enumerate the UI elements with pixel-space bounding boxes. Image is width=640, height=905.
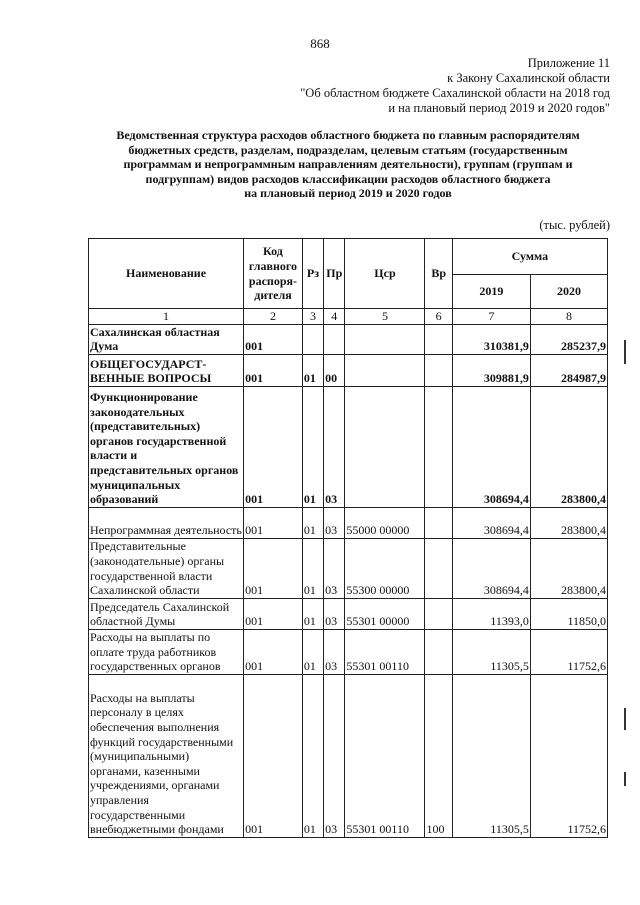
column-index: 4 <box>324 309 345 325</box>
document-title <box>88 128 608 201</box>
header-vr: Вр <box>425 239 452 309</box>
row-code: 001 <box>244 507 303 538</box>
row-name: Расходы на выплаты персоналу в целях обеспечения выполнения функций государственными (муниципальными) органами, казенными учреждениями, органами управления государственными внебюджетными фондами <box>89 674 244 837</box>
header-year-2020: 2020 <box>530 275 607 309</box>
row-code: 001 <box>244 354 303 386</box>
row-value-2020: 11850,0 <box>530 598 607 629</box>
row-value-2019: 310381,9 <box>452 324 530 354</box>
row-vr: 100 <box>425 674 452 837</box>
row-code: 001 <box>244 324 303 354</box>
row-csr: 55301 00110 <box>345 674 425 837</box>
row-value-2019: 11393,0 <box>452 598 530 629</box>
row-vr <box>425 324 452 354</box>
row-vr <box>425 598 452 629</box>
row-rz: 01 <box>302 507 323 538</box>
title-line: Ведомственная структура расходов областного бюджета по главным распорядителям <box>116 128 580 142</box>
row-csr <box>345 386 425 507</box>
title-line: программам и непрограммным направлениям деятельности), группам (группам и <box>123 157 573 172</box>
row-name: Функционирование законодательных (представительных) органов государственной власти и представительных органов муниципальных образований <box>89 386 244 507</box>
row-value-2020: 11752,6 <box>530 674 607 837</box>
header-sum: Сумма <box>452 239 607 275</box>
row-value-2020: 283800,4 <box>530 386 607 507</box>
scan-edge-mark <box>624 772 626 786</box>
header-rz: Рз <box>302 239 323 309</box>
row-value-2019: 309881,9 <box>452 354 530 386</box>
expenditure-table <box>88 238 608 838</box>
row-vr <box>425 507 452 538</box>
row-value-2020: 284987,9 <box>530 354 607 386</box>
column-index: 2 <box>244 309 303 325</box>
table-row <box>89 538 608 598</box>
column-index: 6 <box>425 309 452 325</box>
header-year-2019: 2019 <box>452 275 530 309</box>
row-rz: 01 <box>302 674 323 837</box>
row-value-2019: 308694,4 <box>452 386 530 507</box>
appendix-line: к Закону Сахалинской области <box>447 71 610 85</box>
row-vr <box>425 354 452 386</box>
units-label: (тыс. рублей) <box>539 218 610 232</box>
table-row <box>89 674 608 837</box>
header-csr: Цср <box>345 239 425 309</box>
page-number: 868 <box>310 36 330 51</box>
column-index: 1 <box>89 309 244 325</box>
row-csr: 55000 00000 <box>345 507 425 538</box>
row-value-2019: 308694,4 <box>452 538 530 598</box>
row-pr: 03 <box>324 629 345 674</box>
row-csr <box>345 354 425 386</box>
row-rz: 01 <box>302 598 323 629</box>
row-csr: 55301 00000 <box>345 598 425 629</box>
row-pr: 03 <box>324 598 345 629</box>
appendix-line: и на плановый период 2019 и 2020 годов" <box>388 101 610 115</box>
row-csr: 55300 00000 <box>345 538 425 598</box>
title-line: подгруппам) видов расходов классификации расходов областного бюджета <box>145 171 551 186</box>
appendix-line: Приложение 11 <box>527 56 610 70</box>
row-code: 001 <box>244 386 303 507</box>
title-line: на плановый период 2019 и 2020 годов <box>244 186 452 201</box>
row-code: 001 <box>244 674 303 837</box>
scan-edge-mark <box>624 340 626 364</box>
row-name: Расходы на выплаты по оплате труда работников государственных органов <box>89 629 244 674</box>
table-row <box>89 324 608 354</box>
table-row <box>89 598 608 629</box>
row-value-2020: 285237,9 <box>530 324 607 354</box>
header-name: Наименование <box>89 239 244 309</box>
scan-edge-mark <box>624 708 626 730</box>
header-pr: Пр <box>324 239 345 309</box>
row-value-2020: 283800,4 <box>530 507 607 538</box>
row-vr <box>425 538 452 598</box>
row-pr: 03 <box>324 507 345 538</box>
row-csr <box>345 324 425 354</box>
row-rz: 01 <box>302 386 323 507</box>
row-code: 001 <box>244 598 303 629</box>
row-pr: 03 <box>324 386 345 507</box>
row-pr: 00 <box>324 354 345 386</box>
row-pr: 03 <box>324 538 345 598</box>
row-rz: 01 <box>302 629 323 674</box>
row-vr <box>425 629 452 674</box>
appendix-line: "Об областном бюджете Сахалинской области на 2018 год <box>300 86 610 100</box>
row-rz: 01 <box>302 354 323 386</box>
column-index: 3 <box>302 309 323 325</box>
table-row <box>89 629 608 674</box>
row-name: Непрограммная деятельность <box>89 507 244 538</box>
table-row <box>89 354 608 386</box>
row-value-2020: 283800,4 <box>530 538 607 598</box>
header-code: Код главного распоря- дителя <box>244 239 303 309</box>
row-rz <box>302 324 323 354</box>
row-code: 001 <box>244 629 303 674</box>
row-vr <box>425 386 452 507</box>
column-index: 7 <box>452 309 530 325</box>
row-pr: 03 <box>324 674 345 837</box>
row-code: 001 <box>244 538 303 598</box>
row-value-2019: 11305,5 <box>452 674 530 837</box>
row-name: ОБЩЕГОСУДАРСТ- ВЕННЫЕ ВОПРОСЫ <box>89 354 244 386</box>
row-pr <box>324 324 345 354</box>
appendix-note <box>300 56 610 116</box>
title-line: бюджетных средств, разделам, подразделам, целевым статьям (государственным <box>128 142 568 157</box>
row-value-2019: 308694,4 <box>452 507 530 538</box>
column-index: 8 <box>530 309 607 325</box>
row-name: Представительные (законодательные) органы государственной власти Сахалинской области <box>89 538 244 598</box>
table-row <box>89 507 608 538</box>
row-csr: 55301 00110 <box>345 629 425 674</box>
column-index: 5 <box>345 309 425 325</box>
row-name: Сахалинская областная Дума <box>89 324 244 354</box>
row-value-2019: 11305,5 <box>452 629 530 674</box>
row-rz: 01 <box>302 538 323 598</box>
table-row <box>89 386 608 507</box>
row-name: Председатель Сахалинской областной Думы <box>89 598 244 629</box>
row-value-2020: 11752,6 <box>530 629 607 674</box>
